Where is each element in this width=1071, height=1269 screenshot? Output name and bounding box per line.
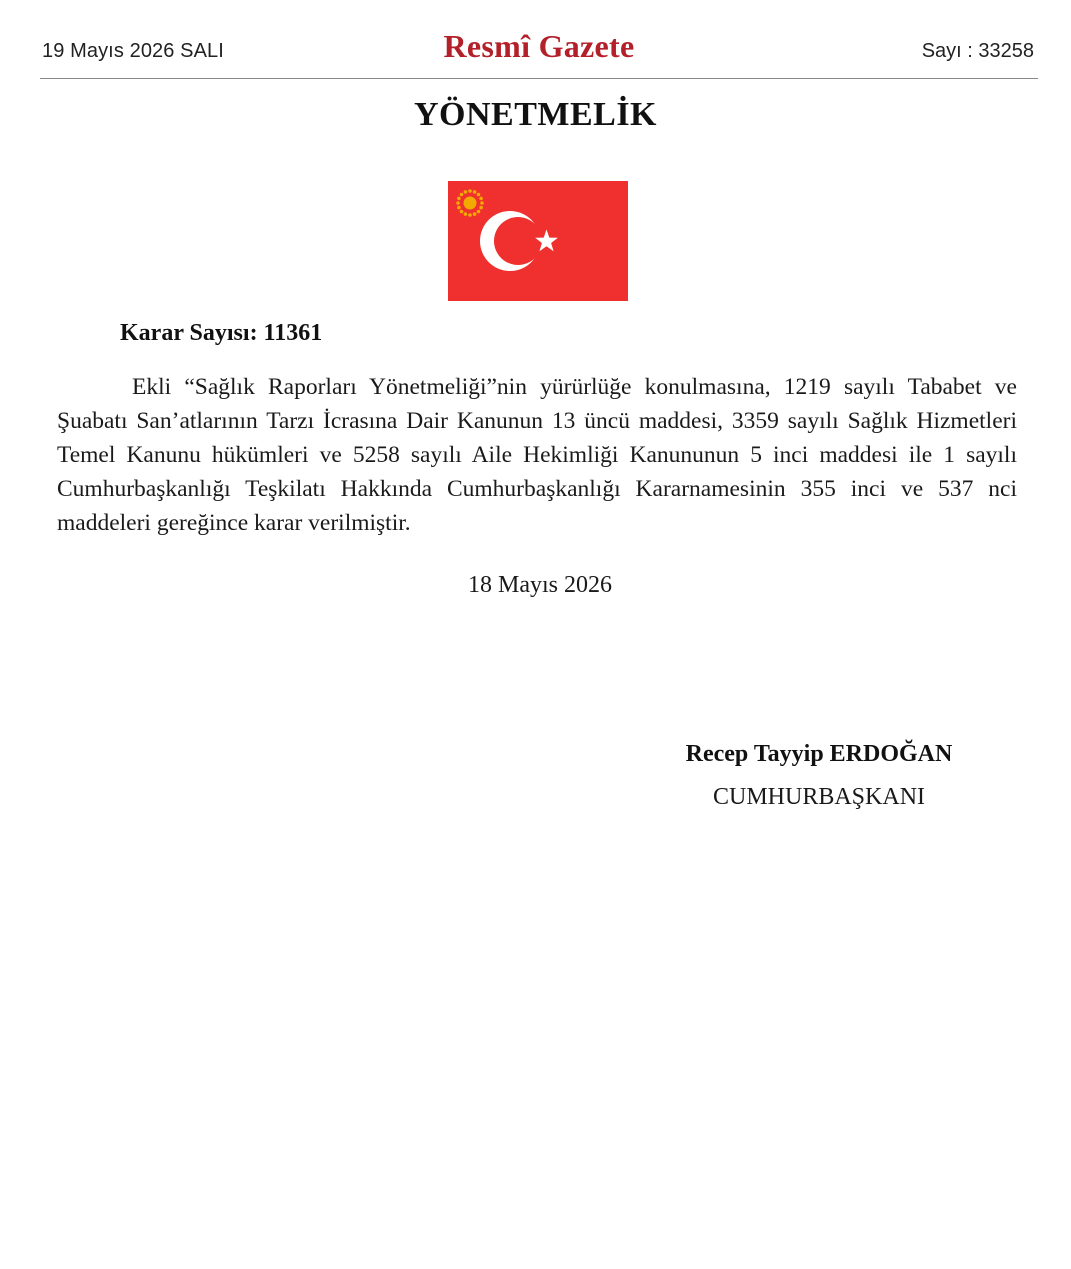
seal-star-icon bbox=[457, 206, 461, 210]
signatory-title: CUMHURBAŞKANI bbox=[712, 784, 926, 810]
seal-star-icon bbox=[468, 213, 472, 217]
decision-date: 18 Mayıs 2026 bbox=[468, 572, 612, 598]
seal-star-icon bbox=[473, 190, 477, 194]
publication-date: 19 Mayıs 2026 SALI bbox=[42, 40, 224, 62]
seal-star-icon bbox=[473, 212, 477, 216]
seal-star-icon bbox=[479, 197, 483, 201]
seal-star-icon bbox=[460, 210, 464, 214]
seal-star-icon bbox=[464, 190, 468, 194]
seal-star-icon bbox=[480, 201, 484, 205]
document-type-heading: YÖNETMELİK bbox=[413, 96, 658, 133]
decision-body-paragraph: Ekli “Sağlık Raporları Yönetmeliği”nin yürürlüğe konulmasına, 1219 sayılı Tababet ve Şuabatı San’atlarının Tarzı İcrasına Dair Kanunun 13 üncü maddesi, 3359 sayılı Sağlık Hizmetleri Temel Kanunu hükümleri ve 5258 sayılı Aile Hekimliği Kanununun 5 inci maddesi ile 1 sayılı Cumhurbaşkanlığı Teşkilatı Hakkında Cumhurbaşkanlığı Kararnamesinin 355 inci ve 537 nci maddeleri gereğince karar verilmiştir. bbox=[57, 374, 1017, 536]
seal-star-icon bbox=[456, 201, 460, 205]
seal-star-icon bbox=[464, 212, 468, 216]
seal-star-icon bbox=[468, 189, 472, 193]
turkish-flag-icon bbox=[448, 181, 628, 301]
seal-star-icon bbox=[477, 210, 481, 214]
seal-star-icon bbox=[457, 197, 461, 201]
signatory-name: Recep Tayyip ERDOĞAN bbox=[685, 741, 953, 767]
seal-star-icon bbox=[479, 206, 483, 210]
seal-star-icon bbox=[477, 193, 481, 197]
gazette-header bbox=[40, 28, 1038, 79]
decision-number: Karar Sayısı: 11361 bbox=[120, 320, 323, 346]
issue-number: Sayı : 33258 bbox=[921, 40, 1034, 62]
gazette-title: Resmî Gazete bbox=[443, 28, 635, 64]
seal-star-icon bbox=[460, 193, 464, 197]
